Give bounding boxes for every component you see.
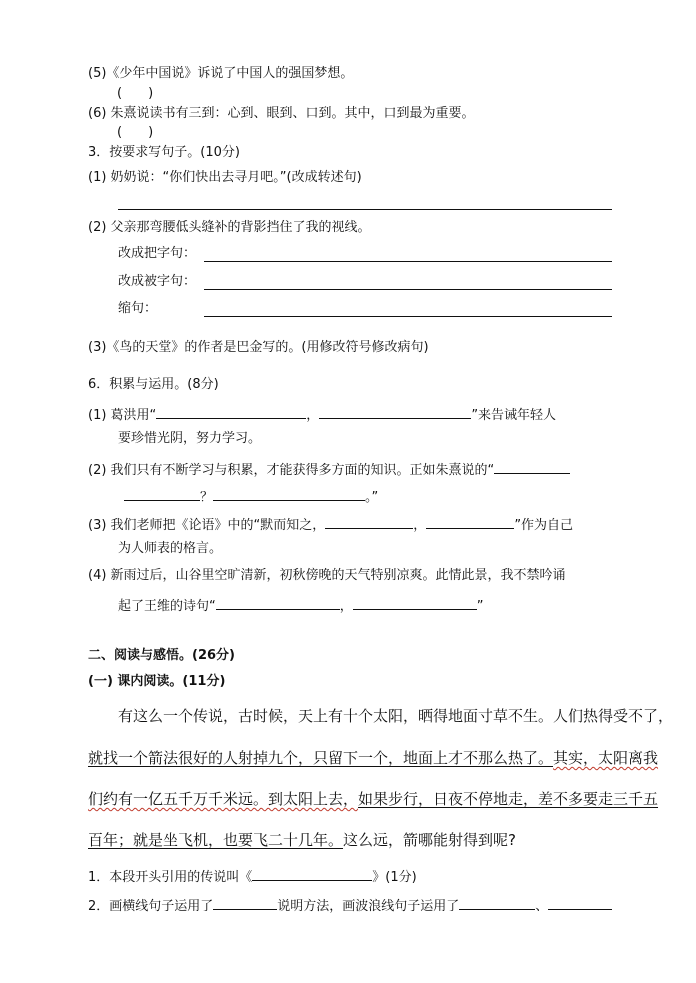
question-6-3 <box>88 514 573 534</box>
text: 、 <box>535 899 549 914</box>
blank[interactable] <box>124 486 200 501</box>
question-3-2: (2) 父亲那弯腰低头缝补的背影挡住了我的视线。 <box>88 220 371 235</box>
wavy-sentence: 们约有一亿五千万千米远。到太阳上去， <box>88 790 359 808</box>
blank[interactable] <box>459 895 535 910</box>
question-6-2 <box>88 459 570 479</box>
underlined-sentence: 百年；就是坐飞机，也要飞二十几年。 <box>88 831 344 849</box>
answer-line-ba[interactable] <box>204 261 612 262</box>
blank[interactable] <box>494 459 570 474</box>
underlined-sentence: 就找一个箭法很好的人射掉九个，只留下一个，地面上才不那么热了。 <box>88 749 554 767</box>
text: ， <box>339 599 353 614</box>
question-3-title: 3．按要求写句子。(10分) <box>88 145 240 160</box>
blank[interactable] <box>319 404 471 419</box>
question-6-4: (4) 新雨过后，山谷里空旷清新，初秋傍晚的天气特别凉爽。此情此景，我不禁吟诵 <box>88 568 566 583</box>
text: ？ <box>200 490 214 505</box>
wavy-sentence: 其实，太阳离我 <box>553 749 659 767</box>
section-2-title: 二、阅读与感悟。(26分) <box>88 648 235 663</box>
question-6-1 <box>88 404 556 424</box>
blank[interactable] <box>213 486 365 501</box>
text: 这么远，箭哪能射得到呢? <box>343 831 516 849</box>
passage-line-3 <box>88 790 658 808</box>
blank[interactable] <box>548 895 612 910</box>
text: 》(1分) <box>372 870 417 885</box>
question-3-1: (1) 奶奶说：“你们快出去寻月吧。”(改成转述句) <box>88 170 362 185</box>
label-ba-sentence: 改成把字句： <box>118 246 197 261</box>
question-6-3-cont: 为人师表的格言。 <box>118 541 223 556</box>
passage-line-1: 有这么一个传说，古时候，天上有十个太阳，晒得地面寸草不生。人们热得受不了， <box>118 707 674 725</box>
text: 说明方法，画波浪线句子运用了 <box>277 899 460 914</box>
text: 起了王维的诗句“ <box>118 599 216 614</box>
reading-question-1 <box>88 866 417 886</box>
text: ”作为自己 <box>514 518 574 533</box>
text: 。” <box>365 490 379 505</box>
section-2-subtitle: (一) 课内阅读。(11分) <box>88 674 226 689</box>
label-shorten: 缩句： <box>118 301 158 316</box>
text: (3) 我们老师把《论语》中的“默而知之， <box>88 518 326 533</box>
label-bei-sentence: 改成被字句： <box>118 274 197 289</box>
blank[interactable] <box>426 514 514 529</box>
reading-question-2 <box>88 895 612 915</box>
question-3-3: (3)《鸟的天堂》的作者是巴金写的。(用修改符号修改病句) <box>88 340 429 355</box>
answer-paren-6[interactable]: ( ) <box>117 125 154 140</box>
question-6-title: 6．积累与运用。(8分) <box>88 377 219 392</box>
passage-line-2 <box>88 749 658 767</box>
text: ， <box>306 408 320 423</box>
blank[interactable] <box>252 866 372 881</box>
text: ”来告诫年轻人 <box>471 408 557 423</box>
question-6-4-cont <box>118 595 484 615</box>
blank[interactable] <box>216 595 340 610</box>
text: ， <box>413 518 427 533</box>
text: 1．本段开头引用的传说叫《 <box>88 870 253 885</box>
answer-line-shorten[interactable] <box>204 316 612 317</box>
judge-item-5: (5)《少年中国说》诉说了中国人的强国梦想。 <box>88 66 354 81</box>
blank[interactable] <box>325 514 413 529</box>
question-6-2-cont <box>124 486 378 506</box>
text: 2．画横线句子运用了 <box>88 899 214 914</box>
answer-line-3-1[interactable] <box>118 209 612 210</box>
answer-line-bei[interactable] <box>204 289 612 290</box>
passage-line-4 <box>88 831 516 849</box>
text: (2) 我们只有不断学习与积累，才能获得多方面的知识。正如朱熹说的“ <box>88 463 495 478</box>
question-6-1-cont: 要珍惜光阴，努力学习。 <box>118 431 262 446</box>
blank[interactable] <box>156 404 306 419</box>
text: ” <box>476 599 484 614</box>
blank[interactable] <box>213 895 277 910</box>
answer-paren-5[interactable]: ( ) <box>117 86 154 101</box>
text: (1) 葛洪用“ <box>88 408 157 423</box>
judge-item-6: (6) 朱熹说读书有三到：心到、眼到、口到。其中，口到最为重要。 <box>88 106 475 121</box>
blank[interactable] <box>353 595 477 610</box>
underlined-sentence: 如果步行，日夜不停地走，差不多要走三千五 <box>358 790 659 808</box>
